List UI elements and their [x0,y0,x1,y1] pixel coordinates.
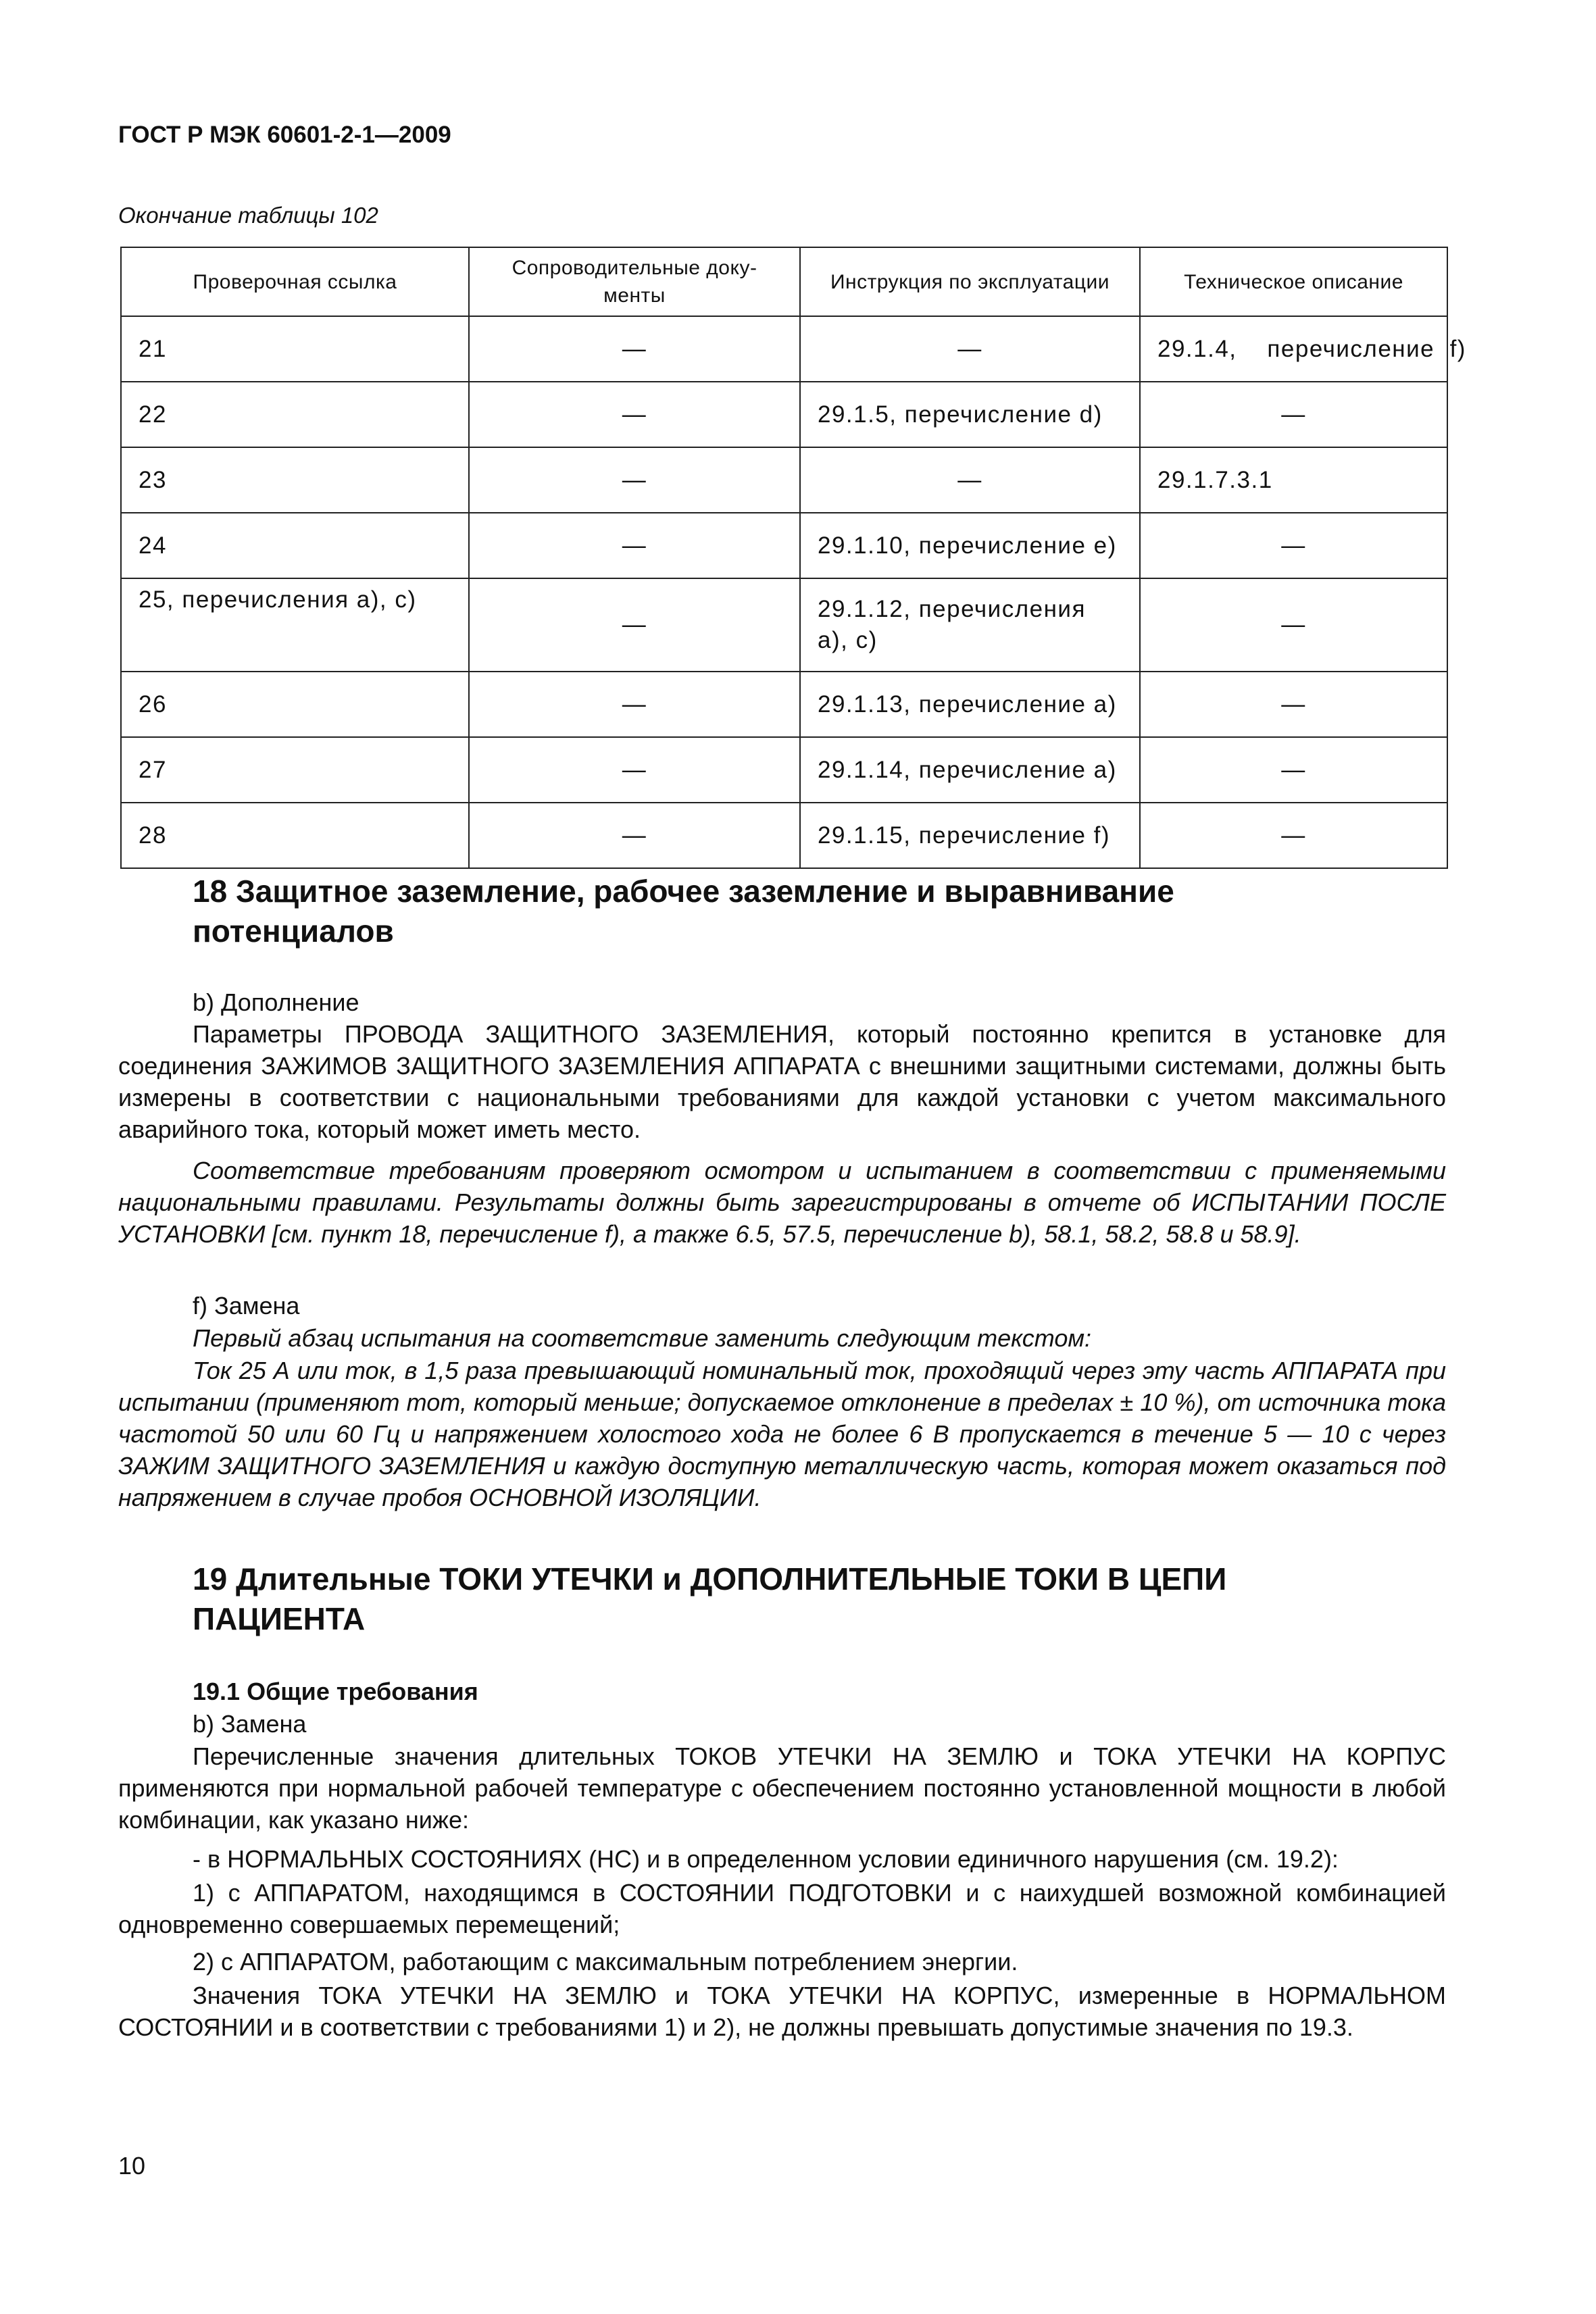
table-cell: 29.1.5, перечисление d) [800,382,1140,447]
table-cell: 29.1.7.3.1 [1140,447,1447,513]
table-cell: 21 [121,316,469,382]
table-cell: 25, перечисления а), с) [121,578,469,672]
table-cell: — [1140,803,1447,868]
column-header: Техническое описание [1140,247,1447,316]
table-cell: — [469,672,800,737]
section-18-paragraph: b) Дополнение [193,988,359,1016]
column-header: Сопроводительные доку- менты [469,247,800,316]
table-cell: — [1140,737,1447,803]
section-19-paragraph: Значения ТОКА УТЕЧКИ НА ЗЕМЛЮ и ТОКА УТЕЧКИ НА КОРПУС, измеренные в НОРМАЛЬНОМ СОСТОЯНИИ и в соответствии с требованиями 1) и 2), не должны превышать допустимые значения по 19.3. [118,1982,1446,2041]
table-row [121,316,1447,382]
table-102 [120,247,1466,869]
table-cell: 29.1.4, перечисление f) [1140,316,1447,382]
table-cell: — [469,447,800,513]
table-cell: 29.1.10, перечисление е) [800,513,1140,578]
column-header: Инструкция по эксплуатации [800,247,1140,316]
document-header: ГОСТ Р МЭК 60601-2-1—2009 [118,122,451,148]
column-header: Проверочная ссылка [121,247,469,316]
table-cell: 29.1.14, перечисление а) [800,737,1140,803]
table-cell: — [469,803,800,868]
table-cell: 29.1.13, перечисление а) [800,672,1140,737]
table-row [121,382,1447,447]
section-18-paragraph: Соответствие требованиям проверяют осмотром и испытанием в соответствии с применяемыми национальными правилами. Результаты должны быть зарегистрированы в отчете об ИСПЫТАНИИ ПОСЛЕ УСТАНОВКИ [см. пункт 18, перечисление f), а также 6.5, 57.5, перечисление b), 58.1, 58.2, 58.8 и 58.9]. [118,1157,1446,1248]
table-cell: — [469,382,800,447]
table-cell: — [1140,578,1447,672]
table-row [121,447,1447,513]
section-19-paragraph: 2) с АППАРАТОМ, работающим с максимальным потреблением энергии. [193,1948,1018,1976]
section-18-paragraph: Параметры ПРОВОДА ЗАЩИТНОГО ЗАЗЕМЛЕНИЯ, который постоянно крепится в установке для соединения ЗАЖИМОВ ЗАЩИТНОГО ЗАЗЕМЛЕНИЯ АППАРАТА с внешними защитными системами, должны быть измерены в соответствии с национальными требованиями для каждой установки с учетом максимального аварийного тока, который может иметь место. [118,1020,1446,1143]
table-cell: 26 [121,672,469,737]
section-18-paragraph: Ток 25 А или ток, в 1,5 раза превышающий номинальный ток, проходящий через эту часть АППАРАТА при испытании (применяют тот, который меньше; допускаемое отклонение в пределах ± 10 %), от источника тока частотой 50 или 60 Гц и напряжением холостого хода не более 6 В пропускается в течение 5 — 10 с через ЗАЖИМ ЗАЩИТНОГО ЗАЗЕМЛЕНИЯ и каждую доступную металлическую часть, которая может оказаться под напряжением в случае пробоя ОСНОВНОЙ ИЗОЛЯЦИИ. [118,1357,1446,1511]
table-cell: — [800,316,1140,382]
table-cell: — [469,513,800,578]
table-cell: 27 [121,737,469,803]
table-cell: 24 [121,513,469,578]
table-cell: — [1140,382,1447,447]
table-cell: — [1140,672,1447,737]
section-18-paragraph: Первый абзац испытания на соответствие заменить следующим текстом: [193,1324,1092,1352]
table-header-row [121,247,1447,316]
table-cell: 29.1.12, перечисления а), с) [800,578,1140,672]
section-18-heading: 18 Защитное заземление, рабочее заземление и выравнивание потенциалов [193,874,1174,949]
section-18-paragraph: f) Замена [193,1292,300,1319]
table-cell: 28 [121,803,469,868]
section-19-paragraph: b) Замена [193,1710,307,1738]
table-cell: — [1140,513,1447,578]
table-row [121,737,1447,803]
section-19-paragraph: 1) с АППАРАТОМ, находящимся в СОСТОЯНИИ ПОДГОТОВКИ и с наихудшей возможной комбинацией одновременно совершаемых перемещений; [118,1879,1446,1938]
section-19-paragraph: - в НОРМАЛЬНЫХ СОСТОЯНИЯХ (НС) и в определенном условии единичного нарушения (см. 19.2): [193,1845,1339,1873]
table-cell: 29.1.15, перечисление f) [800,803,1140,868]
table-row [121,803,1447,868]
section-19-paragraph: Перечисленные значения длительных ТОКОВ УТЕЧКИ НА ЗЕМЛЮ и ТОКА УТЕЧКИ НА КОРПУС применяются при нормальной рабочей температуре с обеспечением постоянно установленной мощности в любой комбинации, как указано ниже: [118,1742,1446,1834]
table-cell: — [800,447,1140,513]
table-cell: — [469,578,800,672]
table-cell: 23 [121,447,469,513]
section-19-heading: 19 Длительные ТОКИ УТЕЧКИ и ДОПОЛНИТЕЛЬНЫЕ ТОКИ В ЦЕПИ ПАЦИЕНТА [193,1561,1227,1636]
table-row [121,513,1447,578]
table-cell: — [469,316,800,382]
table-row [121,578,1447,672]
section-19-1-heading: 19.1 Общие требования [193,1678,478,1705]
table-cell: — [469,737,800,803]
table-cell: 22 [121,382,469,447]
page-number: 10 [118,2152,146,2180]
table-caption: Окончание таблицы 102 [118,203,378,228]
table-row [121,672,1447,737]
